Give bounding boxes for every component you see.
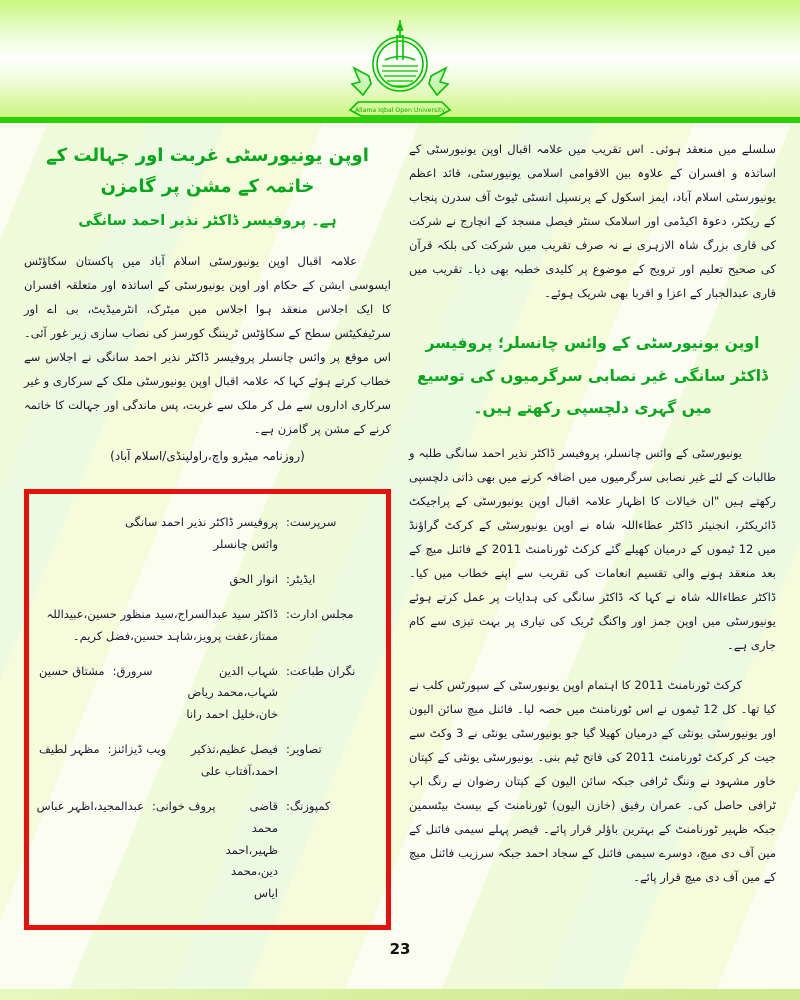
credit-label-editor: ایڈیٹر:: [286, 572, 316, 587]
credit-label-web-design: ویب ڈیزائنز:: [107, 742, 167, 757]
credit-label-proofreading: پروف خوانی:: [152, 798, 216, 813]
credit-label-cover: سرورق:: [112, 663, 153, 678]
credit-value-cover: مشتاق حسین: [39, 663, 105, 678]
credit-value-line: وائس چانسلر: [213, 537, 278, 552]
credit-label-patron: سرپرست:: [286, 515, 337, 530]
left-column: [24, 131, 391, 940]
credit-value-printing: شہاب الدین شہاب،محمد ریاض خان،خلیل احمد رانا: [186, 663, 278, 722]
credit-label-photos: تصاویر:: [286, 742, 322, 757]
right-article-body-1: سلسلے میں منعقد ہوئی۔ اس تقریب میں علامہ اقبال اوپن یونیورسٹی کے اساتذہ و افسران کے علاوہ بین الاقوامی اسلامی یونیورسٹی، قائد اعظم یونیورسٹی اسلام آباد، ایمز اسکول کے پرنسپل انسٹی ٹیوٹ آف سدرن پنجاب کے ریکٹر، دعوۃ اکیڈمی اور اسلامک سنٹر فیصل مسجد کے انچارج نے شرکت کی قاری بزرگ شاہ الازہری نے نہ صرف تقریب میں شرکت کی بلکہ قرآن کی صحیح تعلیم اور ترویج کے موضوع پر کلیدی خطبہ بھی دیا۔ تقریب میں قاری عبدالجبار کے اعزا و اقربا بھی شریک ہوئے۔: [409, 142, 776, 300]
credits-box: [24, 489, 391, 930]
credit-row-photos: [39, 739, 372, 783]
credit-value-proofreading: عبدالمجید،اظہر عباس: [36, 798, 144, 813]
left-article-body: علامہ اقبال اوپن یونیورسٹی اسلام آباد میں پاکستان سکاؤٹس ایسوسی ایشن کے حکام اور اوپن یونیورسٹی کے اساتذہ اور متعلقہ افسران کا ایک اجلاس منعقد ہوا اجلاس میں میٹرک، انٹرمیڈیٹ، بی اے اور سرٹیفکیٹس سطح کے سکاؤٹس ٹریننگ کورسز کی نصاب سازی زیر غور آئی۔ اس موقع پر وائس چانسلر پروفیسر ڈاکٹر نذیر احمد سانگی نے اجلاس سے خطاب کرتے ہوئے کہا کہ علامہ اقبال اوپن یونیورسٹی ملک کے سرکاری و غیر سرکاری اداروں سے مل کر ملک سے غربت، پس ماندگی اور جہالت کا خاتمہ کرنے کے مشن پر گامزن ہے۔: [24, 254, 391, 437]
credit-value-editor: انوار الحق: [229, 572, 278, 587]
credit-value-patron: [39, 512, 278, 556]
article-columns: [24, 131, 776, 940]
right-article-body-3: کرکٹ ٹورنامنٹ 2011 کا اہتمام اوپن یونیورسٹی کے سپورٹس کلب نے کیا تھا۔ کل 12 ٹیموں نے اس ٹورنامنٹ میں حصہ لیا۔ فائنل میچ سائن الیون اور یونیورسٹی یونٹی کے درمیان کھیلا گیا جو یونیورسٹی یونٹی نے 3 وکٹ سے جیت کر کرکٹ ٹورنامنٹ 2011 کی فاتح ٹیم بنی۔ یونیورسٹی یونٹی کے کپتان خاور مشہود نے وننگ ٹرافی جبکہ سائن الیون کے کپتان رضوان نے رنگ اپ ٹرافی حاصل کی۔ عمران رفیق (خازن الیون) ٹورنامنٹ کے بیسٹ بیٹسمین جبکہ ظہیر ٹورنامنٹ کے بہترین باؤلر قرار پائے۔ قیصر پہلے سیمی فائنل کے مین آف دی میچ، دوسرے سیمی فائنل کے سجاد احمد جبکہ سرزیب فائنل میچ کے مین آف دی میچ قرار پائے۔: [409, 677, 776, 884]
credit-row-editorial-board: [39, 604, 372, 648]
bottom-gradient-band: [0, 989, 800, 1000]
credit-label-editorial-board: مجلس ادارت:: [286, 606, 354, 621]
credit-label-composing: کمپوزنگ:: [286, 798, 331, 813]
credit-value-composing: قاضی محمد ظہیر،احمد دین،محمد ایاس: [225, 798, 278, 901]
emblem-banner-text: Allama Iqbal Open University: [354, 107, 446, 114]
credit-value-editorial-board: ڈاکٹر سید عبدالسراج،سید منظور حسین،عبیداللہ ممتاز،عفت پرویز،شاہد حسین،فضل کریم۔: [46, 606, 278, 643]
credit-row-editor: [39, 569, 372, 591]
credit-label-printing: نگران طباعت:: [286, 663, 356, 678]
credit-value-photos: فیصل عظیم،تذکیر احمد،آفتاب علی: [191, 742, 278, 778]
right-article-body-2: یونیورسٹی کے وائس چانسلر، پروفیسر ڈاکٹر نذیر احمد سانگی طلبہ و طالبات کے لئے غیر نصابی سرگرمیوں میں اضافہ کرنے میں بھی ذاتی دلچسپی رکھتے ہیں "ان خیالات کا اظہار علامہ اقبال اوپن یونیورسٹی کے پراجیکٹ ڈائریکٹر، انجنیئر ڈاکٹر عطاءاللہ شاہ نے اوپن یونیورسٹی کے کرکٹ گراؤنڈ میں 12 ٹیموں کے درمیان کھیلے گئے کرکٹ ٹورنامنٹ 2011 کے فائنل میچ کے بعد منعقد ہونے والی تقسیم انعامات کی تقریب سے اپنے خطاب میں کیا۔ ڈاکٹر عطاءاللہ شاہ نے کہا کہ ڈاکٹر سانگی کی ہدایات پر عمل کرتے ہوئے یونیورسٹی میں اوپن جمز اور واکنگ ٹریک کی تیاری پر بہت تیزی سے کام جاری ہے۔: [409, 445, 776, 652]
credit-row-composing: [36, 796, 372, 905]
aiou-emblem-logo: [320, 16, 480, 120]
credit-value-web-design: مظہر لطیف: [39, 742, 100, 757]
left-headline-line1: اوپن یونیورسٹی غربت اور جہالت کے خاتمہ کے مشن پر گامزن: [46, 145, 369, 197]
right-headline: اوپن یونیورسٹی کے وائس چانسلر؛ پروفیسر ڈاکٹر سانگی غیر نصابی سرگرمیوں کی توسیع میں گہری دلچسپی رکھتے ہیں۔: [417, 334, 768, 418]
credit-row-patron: [39, 512, 372, 556]
credit-value-line: پروفیسر ڈاکٹر نذیر احمد سانگی: [125, 515, 278, 530]
credit-row-printing: [39, 661, 372, 727]
left-headline-line2: ہے۔ پروفیسر ڈاکٹر نذیر احمد سانگی: [78, 213, 337, 230]
right-column: [409, 131, 776, 940]
source-attribution: (روزنامہ میٹرو واچ،راولپنڈی/اسلام آباد): [110, 449, 305, 464]
page-number: 23: [389, 940, 411, 958]
